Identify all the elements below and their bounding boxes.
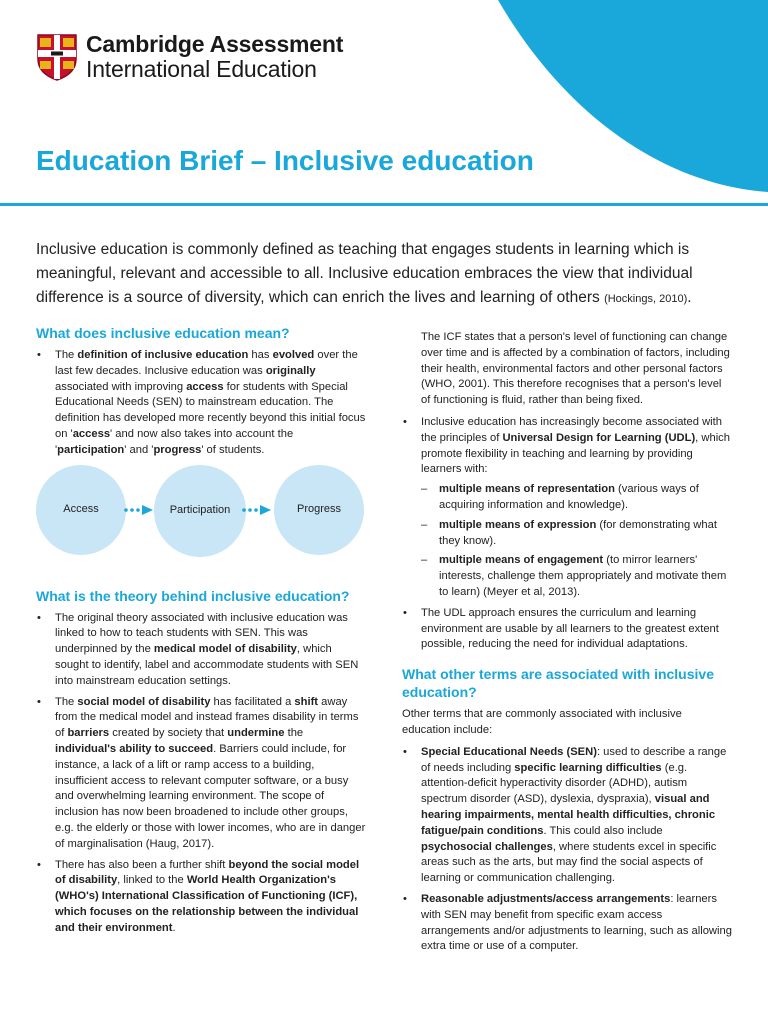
bullet-reasonable-adjustments: • Reasonable adjustments/access arrangements: learners with SEN may benefit from specific exam access arrangements and/or adjustments to learning, such as allowing extra time or use of a computer. xyxy=(402,892,732,955)
circle-progress: Progress xyxy=(274,465,364,555)
heading-theory: What is the theory behind inclusive education? xyxy=(36,587,350,604)
title-divider xyxy=(0,203,768,206)
intro-paragraph xyxy=(36,238,736,311)
bullet-udl: • Inclusive education has increasingly become associated with the principles of Universal Design for Learning (UDL), which promote flexibility in teaching and learning by providing learners with: – multiple means of representation (various ways of acquiring information and knowledge). – multiple means of expression (for demonstrating what they know). – multiple means of engagement (to mirror learners' interests, challenge them appropriately and motivate them to learn) (Meyer et al, 2013). xyxy=(402,415,732,601)
brand-name-line1: Cambridge Assessment xyxy=(86,31,344,57)
dash-representation: – multiple means of representation (various ways of acquiring information and knowledge). xyxy=(421,482,732,514)
brand-logo xyxy=(36,33,343,81)
bullet-medical-model: • The original theory associated with inclusive education was linked to how to teach students with SEN. This was underpinned by the medical model of disability, which sought to identify, label and accommodate students with SEN into mainstream education settings. xyxy=(36,611,366,690)
page-title: Education Brief – Inclusive education xyxy=(36,145,534,176)
brand-name-line2: International Education xyxy=(86,56,317,82)
circle-participation: Participation xyxy=(154,465,246,557)
dash-expression: – multiple means of expression (for demonstrating what they know). xyxy=(421,518,732,550)
bullet-definition: • The definition of inclusive education has evolved over the last few decades. Inclusive education was originally associated with improving access for students with Special Educational Needs (SEN) to mainstream education. The definition has developed more recently beyond this initial focus on 'access' and now also takes into account the 'participation' and 'progress' of students. xyxy=(36,348,366,459)
intro-citation: (Hockings, 2010) xyxy=(604,293,688,305)
dotted-arrow-icon xyxy=(240,503,274,517)
intro-end: . xyxy=(687,289,692,306)
icf-paragraph: The ICF states that a person's level of functioning can change over time and is affected by a combination of factors, including their health, environmental factors and other personal factors (WHO, 2001). This therefore recognises that a person's level of functioning is fluid, rather than being fixed. xyxy=(421,331,730,407)
left-column xyxy=(36,324,366,942)
heading-meaning: What does inclusive education mean? xyxy=(36,325,290,341)
bullet-social-model: • The social model of disability has facilitated a shift away from the medical model and instead frames disability in terms of barriers created by society that undermine the individual's ability to succeed. Barriers could include, for instance, a lack of a lift or ramp access to a building, insufficient access to relevant computer software, or a busy and overwhelming learning environment. The scope of inclusion has now been broadened to include other groups, e.g. the elderly or those with lower incomes, who are in danger of marginalisation (Haug, 2017). xyxy=(36,695,366,853)
dotted-arrow-icon xyxy=(122,503,156,517)
bullet-sen: • Special Educational Needs (SEN): used to describe a range of needs including specific learning difficulties (e.g. attention-deficit hyperactivity disorder (ADHD), autism spectrum disorder (ASD), dyslexia, dyspraxia), visual and hearing impairments, mental health difficulties, chronic fatigue/pain conditions. This could also include psychosocial challenges, where students excel in specific areas such as the arts, but may find the social aspects of learning or communication challenging. xyxy=(402,745,732,887)
other-terms-intro: Other terms that are commonly associated with inclusive education include: xyxy=(402,708,682,736)
intro-text: Inclusive education is commonly defined as teaching that engages students in learning which is meaningful, relevant and accessible to all. Inclusive education embraces the view that individual difference is a source of diversity, which can enrich the lives and learning of others xyxy=(36,241,693,306)
dash-engagement: – multiple means of engagement (to mirror learners' interests, challenge them appropriately and motivate them to learn) (Meyer et al, 2013). xyxy=(421,553,732,600)
bullet-udl-approach: • The UDL approach ensures the curriculum and learning environment are usable by all learners to the greatest extent possible, reducing the need for individual adaptations. xyxy=(402,606,732,653)
right-column xyxy=(402,330,732,960)
circle-access: Access xyxy=(36,465,126,555)
bullet-icf: • There has also been a further shift beyond the social model of disability, linked to the World Health Organization's (WHO's) International Classification of Functioning (ICF), which focuses on the relationship between the individual and their environment. xyxy=(36,858,366,937)
heading-other-terms: What other terms are associated with inclusive education? xyxy=(402,666,714,701)
access-participation-progress-diagram xyxy=(36,465,366,583)
university-crest-icon xyxy=(36,33,78,81)
